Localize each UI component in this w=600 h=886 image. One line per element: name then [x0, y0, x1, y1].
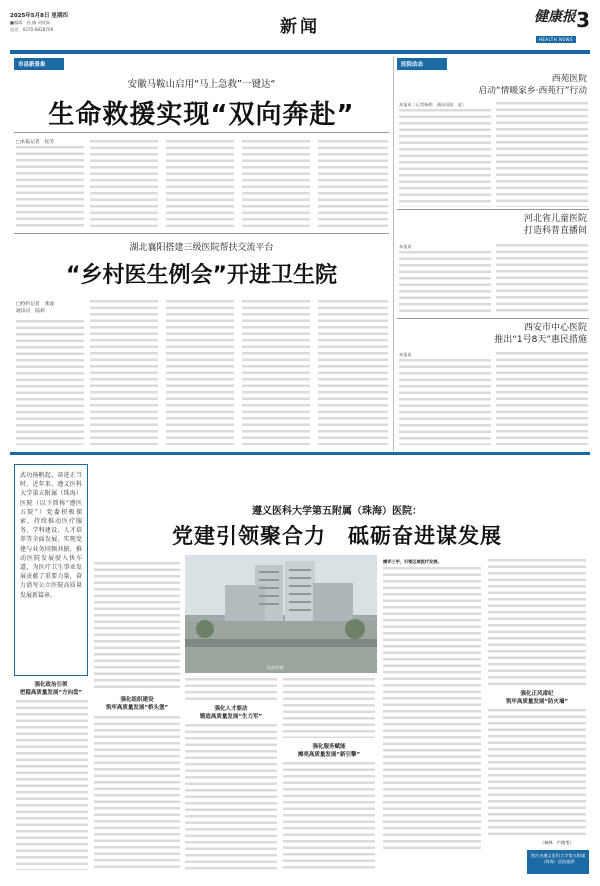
story2-kicker: 湖北襄阳搭建三级医院帮扶交流平台	[129, 243, 274, 253]
subhead-talent: 强化人才驱动 锻造高质量发展“生力军”	[199, 706, 263, 720]
column-divider	[393, 56, 394, 451]
story3-col6b	[488, 709, 586, 837]
issue-date: 2025年5月8日 星期四	[10, 13, 68, 19]
intro-panel-text: 武功扬帆起，奋进正当时。近年来，遵义医科大学第五附属（珠海）医院（以下简称“遵医五院”）党委积极探索，持续推动医疗服务、学科建设、人才培养等全面发展，实现党建与业务同频共振，推动医院发展驶入快车道，为医疗卫生事业发展贡献了重要力量，奋力谱写公立医院高质量发展新篇章。	[20, 472, 82, 599]
subhead-service: 强化服务赋能 擦亮高质量发展“新引擎”	[297, 744, 361, 758]
right-news1-subtitle: 启动“情暖家乡·西苑行”行动	[478, 86, 587, 96]
story2-col3	[166, 300, 234, 445]
right-rule2	[397, 318, 589, 319]
right-news1-byline: 本报讯（记者杨朗 通讯员陈 谊）	[399, 102, 467, 107]
subhead-organization: 强化组织建设 筑牢高质量发展“桥头堡”	[105, 697, 169, 711]
story3-credit: （杨林 卢俊苇）	[540, 840, 574, 845]
story2-headline: “乡村医生例会”开进卫生院	[66, 263, 337, 288]
story3-col1	[16, 700, 88, 870]
story2-byline-2: 通讯员 陆莉	[16, 309, 45, 314]
right-news3-byline: 本报讯	[399, 352, 412, 357]
story2-col4	[242, 300, 310, 445]
subhead-political: 强化政治引领 把稳高质量发展“方向盘”	[19, 682, 83, 696]
logo	[534, 6, 576, 45]
story3-col2a	[94, 562, 180, 692]
story1-col2	[90, 140, 158, 229]
story3-col4a	[283, 678, 375, 738]
right-news2-headline	[397, 213, 587, 237]
page-number: 3	[576, 8, 590, 32]
hospital-photo	[185, 555, 377, 673]
story2-col1	[16, 320, 84, 445]
right-news2-byline: 本报讯	[399, 244, 412, 249]
story2-col2	[90, 300, 158, 445]
right-rule1	[397, 209, 589, 210]
right-news2-col2	[496, 244, 588, 313]
subhead-discipline: 强化正风肃纪 筑牢高质量发展“防火墙”	[505, 691, 569, 705]
intro-panel	[14, 464, 88, 676]
section-title: 新闻	[280, 17, 320, 37]
story1-col3	[166, 140, 234, 229]
logo-name: 健康报	[534, 9, 576, 25]
story1-headline: 生命救援实现“双向奔赴”	[48, 100, 355, 130]
story3-col3a	[185, 678, 277, 702]
story3-col6a	[488, 559, 586, 687]
right-news2-col1	[399, 251, 491, 313]
photo-caption: 医院外景	[267, 664, 284, 670]
story2-byline-1: □特约记者 龚波	[16, 302, 55, 307]
section-tag-hospital: 医院动态	[397, 58, 447, 70]
story2-col5	[318, 300, 388, 445]
story3-headline: 党建引领聚合力 砥砺奋进谋发展	[172, 524, 502, 548]
right-news3-col2	[496, 352, 588, 445]
story3-right-intro: 横评三甲，引领区域医疗发展。	[383, 559, 442, 564]
logo-sub: HEALTH NEWS	[536, 36, 576, 43]
right-news1-title: 西苑医院	[551, 74, 587, 84]
story1-byline: □本报记者 崔芳	[16, 140, 55, 145]
phone-line: 电话：0370-6828706	[10, 27, 54, 32]
right-news1-col1	[399, 109, 491, 207]
story3-kicker: 遵义医科大学第五附属（珠海）医院：	[252, 506, 422, 517]
story3-col3b	[185, 724, 277, 870]
editor-line: ■编辑：孙 楠 刘欣茹	[10, 20, 51, 25]
right-news3-col1	[399, 359, 491, 445]
story1-col1	[16, 146, 84, 229]
story1-rule	[14, 132, 389, 133]
right-news3-subtitle: 推出“1号8天”惠民措施	[494, 335, 587, 345]
story3-col5	[383, 567, 481, 850]
story1-bottom-rule	[14, 233, 389, 234]
story2-byline	[16, 300, 56, 314]
hospital-building-image	[185, 555, 377, 673]
right-news3-title: 西安市中心医院	[523, 323, 587, 333]
right-news2-subtitle: 打造科普直播间	[523, 226, 587, 236]
section-tag-county: 市县新景象	[14, 58, 64, 70]
right-news3-headline	[397, 322, 587, 346]
right-news2-title: 河北省儿童医院	[523, 214, 587, 224]
story1-col4	[242, 140, 310, 229]
right-news1-headline	[397, 73, 587, 97]
right-news1-col2	[496, 102, 588, 207]
photo-credit-box: 图片由遵义医科大学第五附属（珠海）医院提供	[527, 850, 589, 874]
story1-col5	[318, 140, 388, 229]
story3-col2b	[94, 716, 180, 870]
story3-col4b	[283, 762, 375, 870]
top-rule	[10, 50, 590, 54]
story1-kicker: 安徽马鞍山启用“马上急救”一键达“	[127, 79, 276, 90]
section-divider	[10, 452, 590, 455]
